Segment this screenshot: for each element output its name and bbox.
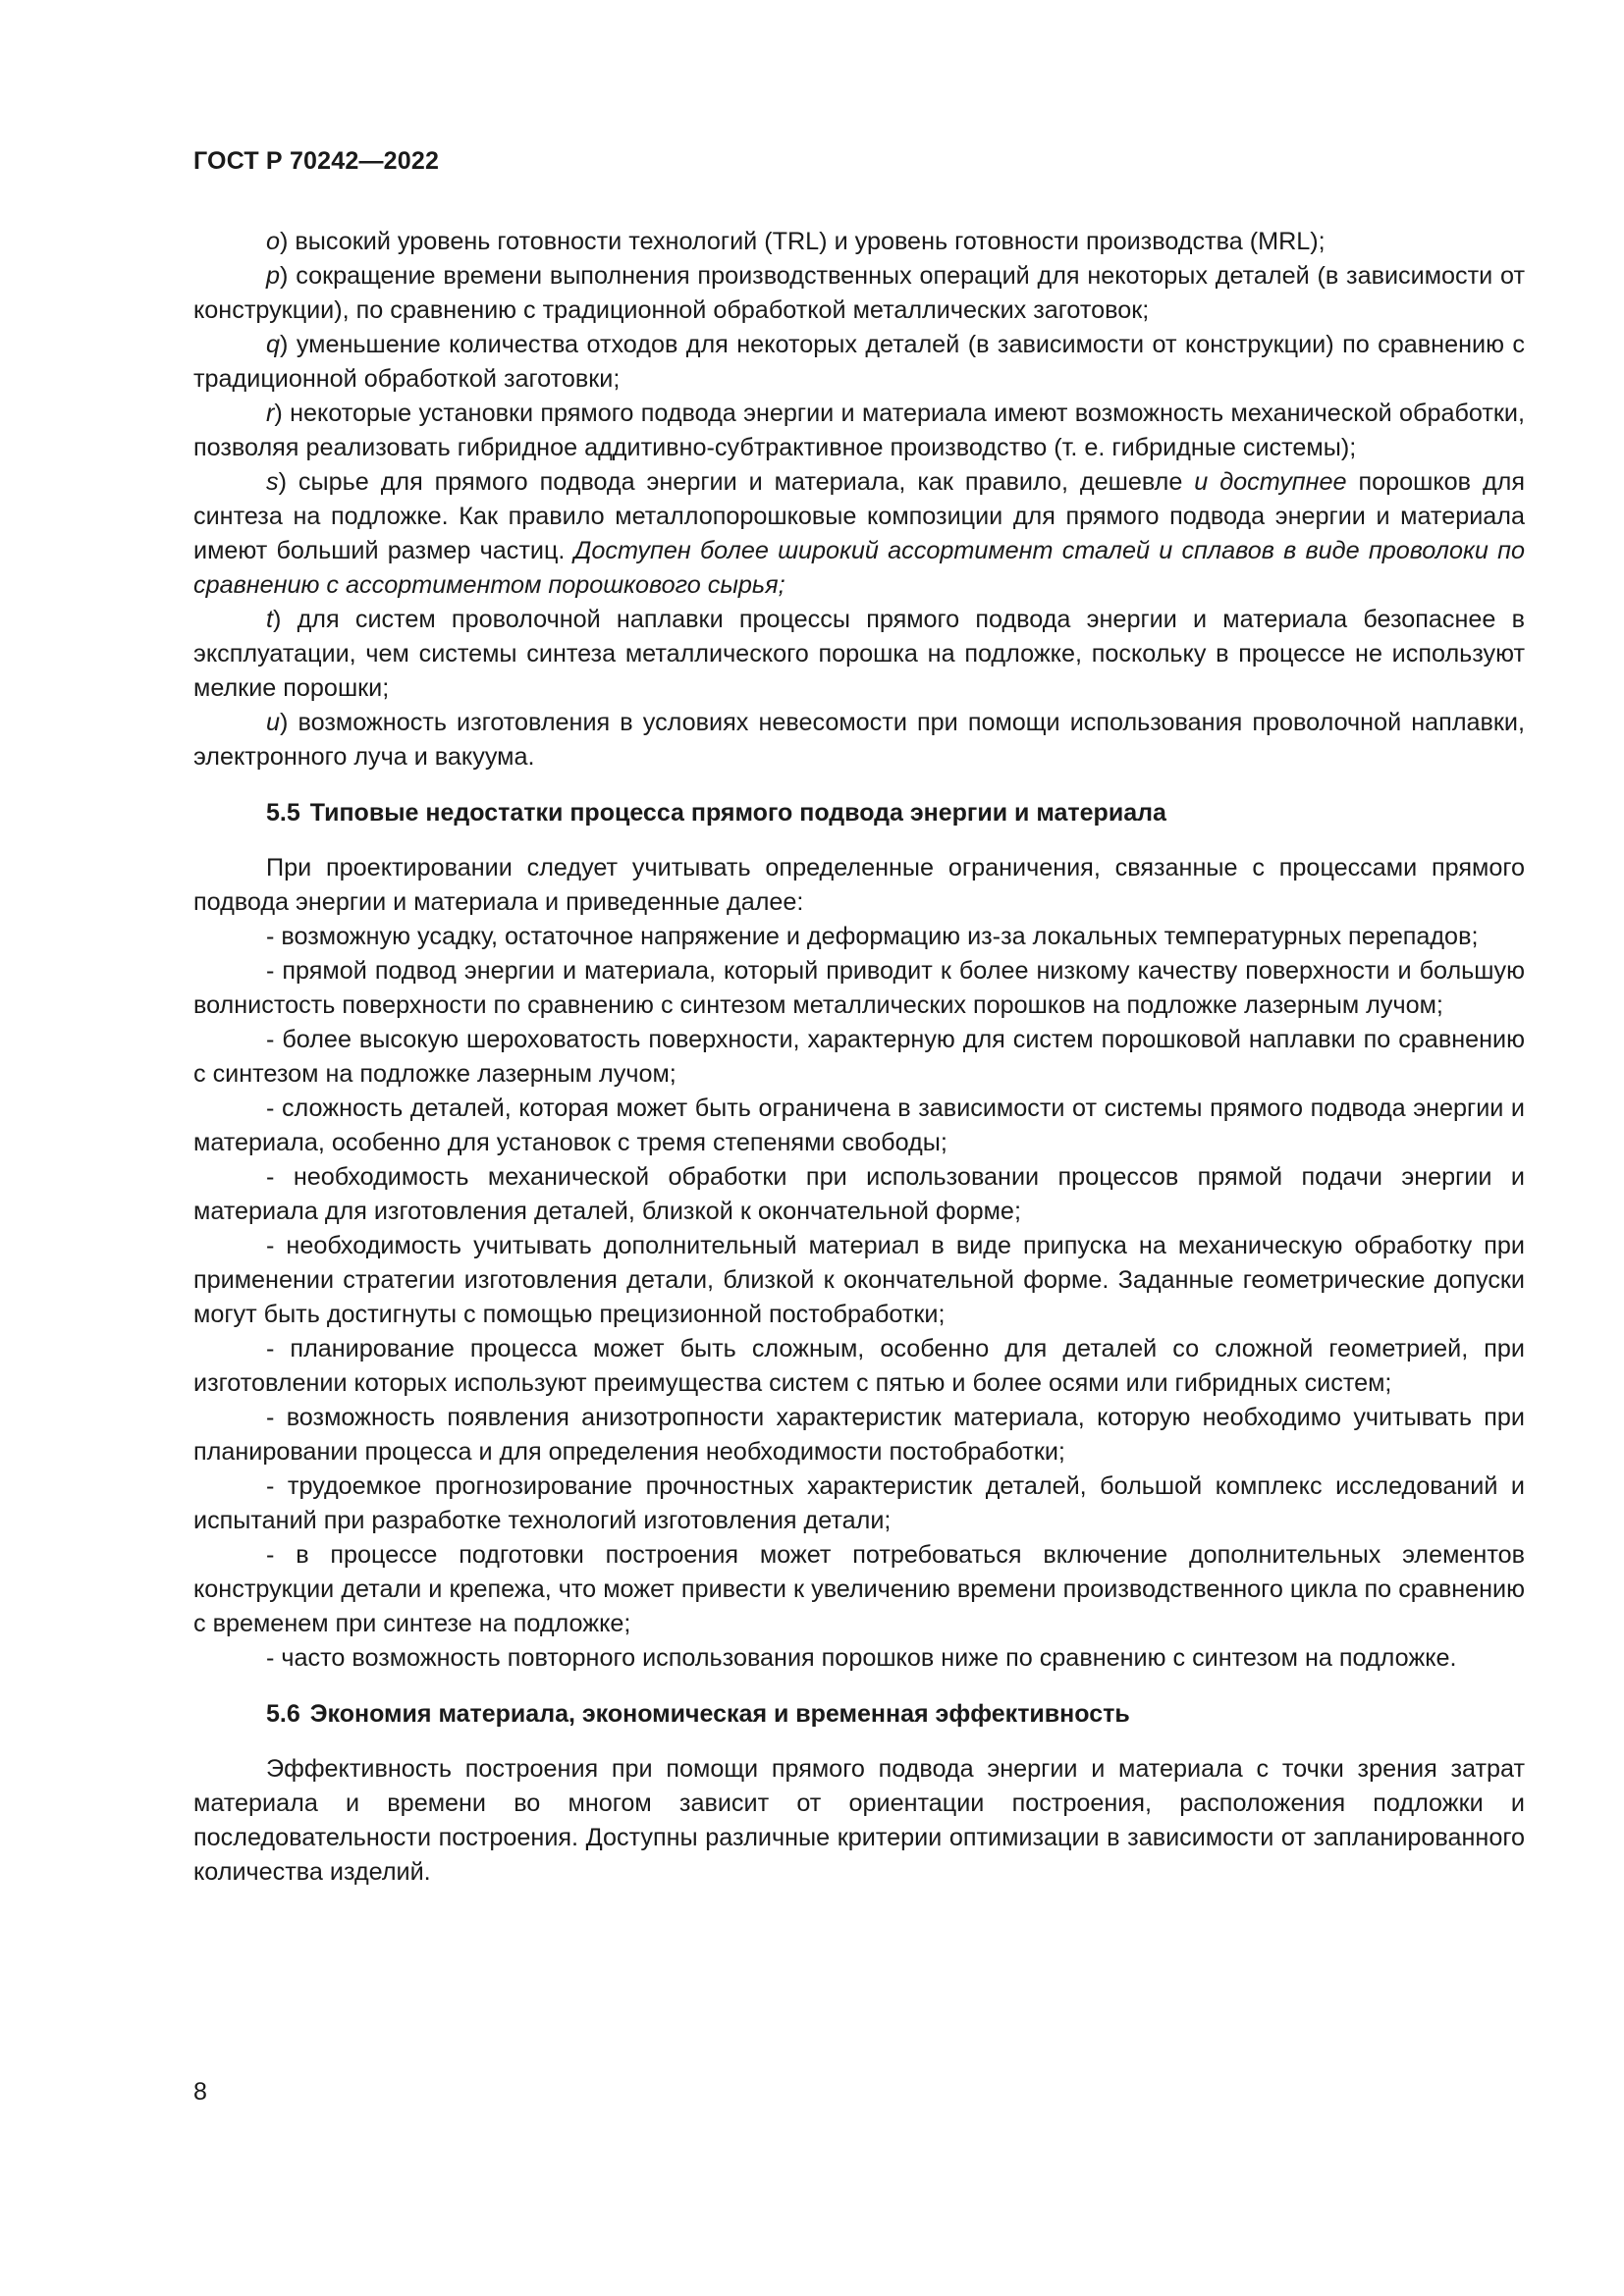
item-letter: u [266, 709, 281, 736]
list-item [193, 706, 1525, 774]
list-item: - прямой подвод энергии и материала, который приводит к более низкому качеству поверхности и большую волнистость поверхности по сравнению с синтезом металлических порошков на подложке лазерным лучом; [193, 957, 1525, 1019]
item-text: ) сырье для прямого подвода энергии и материала, как правило, дешевле [278, 468, 1195, 496]
list-item [193, 603, 1525, 706]
item-text: ) для систем проволочной наплавки процессы прямого подвода энергии и материала безопаснее в эксплуатации, чем системы синтеза металлического порошка на подложке, поскольку в процессе не используют мелкие порошки; [193, 606, 1525, 702]
document-body [193, 225, 1525, 1890]
item-text: ) возможность изготовления в условиях невесомости при помощи использования проволочной наплавки, электронного луча и вакуума. [193, 709, 1525, 771]
list-item: - более высокую шероховатость поверхности, характерную для систем порошковой наплавки по сравнению с синтезом на подложке лазерным лучом; [193, 1026, 1525, 1088]
item-text: ) сокращение времени выполнения производственных операций для некоторых деталей (в зависимости от конструкции), по сравнению с традиционной обработкой металлических заготовок; [193, 262, 1525, 324]
item-text: ) уменьшение количества отходов для некоторых деталей (в зависимости от конструкции) по сравнению с традиционной обработкой заготовки; [193, 331, 1525, 393]
list-item [193, 397, 1525, 465]
section-title: Экономия материала, экономическая и временная эффективность [309, 1700, 1130, 1728]
item-letter: r [266, 400, 275, 427]
item-text: порошков для синтеза на подложке. Как правило металлопорошковые композиции для прямого подвода энергии и материала имеют больший размер частиц. [193, 468, 1525, 564]
list-item [193, 259, 1525, 328]
item-letter: q [266, 331, 281, 358]
list-item: - необходимость механической обработки при использовании процессов прямой подачи энергии и материала для изготовления деталей, близкой к окончательной форме; [193, 1163, 1525, 1225]
list-item: - сложность деталей, которая может быть ограничена в зависимости от системы прямого подвода энергии и материала, особенно для установок с тремя степенями свободы; [193, 1095, 1525, 1156]
list-item: - трудоемкое прогнозирование прочностных характеристик деталей, большой комплекс исследований и испытаний при разработке технологий изготовления детали; [193, 1472, 1525, 1534]
section-paragraph: Эффективность построения при помощи прямого подвода энергии и материала с точки зрения затрат материала и времени во многом зависит от ориентации построения, расположения подложки и последовательности построения. Доступны различные критерии оптимизации в зависимости от запланированного количества изделий. [193, 1755, 1525, 1886]
section-intro: При проектировании следует учитывать определенные ограничения, связанные с процессами прямого подвода энергии и материала и приведенные далее: [193, 854, 1525, 916]
list-item: - возможность появления анизотропности характеристик материала, которую необходимо учитывать при планировании процесса и для определения необходимости постобработки; [193, 1404, 1525, 1466]
item-letter: t [266, 606, 273, 633]
item-italic-text: Доступен более широкий ассортимент сталей и сплавов в виде проволоки по сравнению с ассортиментом порошкового сырья; [193, 537, 1525, 599]
list-item [193, 225, 1525, 259]
section-heading-5-6 [193, 1697, 1525, 1732]
section-heading-5-5 [193, 796, 1525, 830]
list-item: - в процессе подготовки построения может потребоваться включение дополнительных элементов конструкции детали и крепежа, что может привести к увеличению времени производственного цикла по сравнению с временем при синтезе на подложке; [193, 1541, 1525, 1637]
list-item [193, 465, 1525, 603]
document-header: ГОСТ Р 70242—2022 [193, 147, 440, 175]
list-item: - возможную усадку, остаточное напряжение и деформацию из-за локальных температурных перепадов; [266, 923, 1479, 950]
page-number: 8 [193, 2078, 207, 2106]
section-number: 5.5 [266, 799, 300, 827]
item-letter: s [266, 468, 279, 496]
item-text: ) высокий уровень готовности технологий (TRL) и уровень готовности производства (MRL); [280, 228, 1326, 255]
list-item [193, 328, 1525, 397]
list-item: - часто возможность повторного использования порошков ниже по сравнению с синтезом на подложке. [266, 1644, 1457, 1672]
item-letter: o [266, 228, 281, 255]
section-title: Типовые недостатки процесса прямого подвода энергии и материала [309, 799, 1166, 827]
list-item: - планирование процесса может быть сложным, особенно для деталей со сложной геометрией, при изготовлении которых используют преимущества систем с пятью и более осями или гибридных систем; [193, 1335, 1525, 1397]
section-number: 5.6 [266, 1700, 300, 1728]
item-italic-text: и доступнее [1194, 468, 1347, 496]
item-text: ) некоторые установки прямого подвода энергии и материала имеют возможность механической обработки, позволяя реализовать гибридное аддитивно-субтрактивное производство (т. е. гибридные системы); [193, 400, 1525, 461]
item-letter: p [266, 262, 281, 290]
list-item: - необходимость учитывать дополнительный материал в виде припуска на механическую обработку при применении стратегии изготовления детали, близкой к окончательной форме. Заданные геометрические допуски могут быть достигнуты с помощью прецизионной постобработки; [193, 1232, 1525, 1328]
